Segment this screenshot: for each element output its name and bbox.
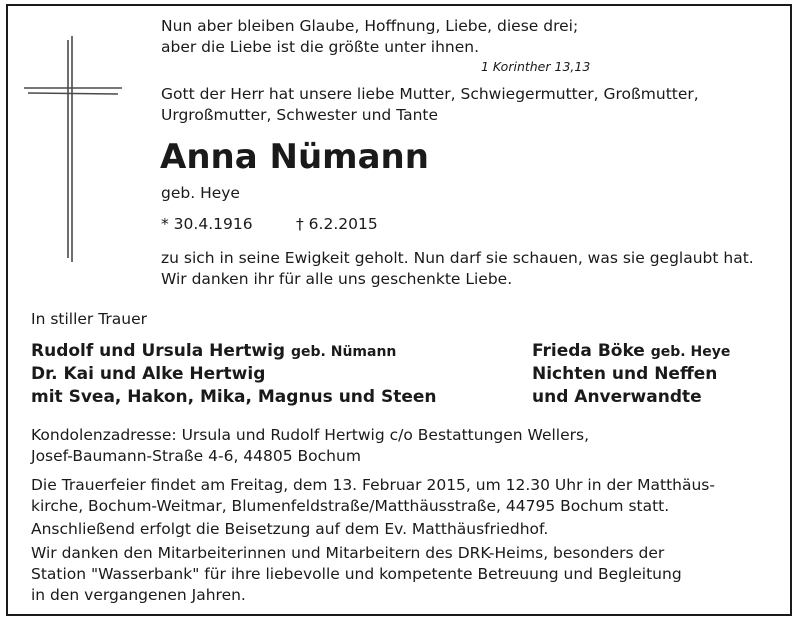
message-line-2: Wir danken ihr für alle uns geschenkte Liebe.: [161, 270, 513, 288]
funeral-line-2: kirche, Bochum-Weitmar, Blumenfeldstraße/Matthäusstraße, 44795 Bochum statt.: [31, 497, 670, 515]
mourner-left-3: mit Svea, Hakon, Mika, Magnus und Steen: [31, 387, 437, 407]
deceased-name: Anna Nümann: [160, 137, 429, 177]
mourning-label: In stiller Trauer: [31, 310, 148, 328]
thanks-line-3: in den vergangenen Jahren.: [31, 586, 246, 604]
verse-line-1: Nun aber bleiben Glaube, Hoffnung, Liebe, diese drei;: [161, 17, 579, 35]
intro-line-1: Gott der Herr hat unsere liebe Mutter, Schwiegermutter, Großmutter,: [161, 85, 699, 103]
birth-date: * 30.4.1916: [161, 215, 253, 233]
verse-reference: 1 Korinther 13,13: [481, 59, 591, 74]
mourner-left-2: Dr. Kai und Alke Hertwig: [31, 364, 266, 384]
message-line-1: zu sich in seine Ewigkeit geholt. Nun darf sie schauen, was sie geglaubt hat.: [161, 249, 754, 267]
death-date: † 6.2.2015: [296, 215, 378, 233]
mourner-left-1-name: Rudolf und Ursula Hertwig: [31, 341, 286, 361]
mourner-right-2: Nichten und Neffen: [532, 364, 718, 384]
thanks-line-1: Wir danken den Mitarbeiterinnen und Mitarbeitern des DRK-Heims, besonders der: [31, 544, 665, 562]
mourner-right-1: [532, 339, 730, 364]
funeral-line-3: Anschließend erfolgt die Beisetzung auf dem Ev. Matthäusfriedhof.: [31, 520, 549, 538]
maiden-name: geb. Heye: [161, 184, 240, 202]
mourner-left-1-suffix: geb. Nümann: [291, 344, 397, 360]
intro-line-2: Urgroßmutter, Schwester und Tante: [161, 106, 439, 124]
mourner-right-1-suffix: geb. Heye: [650, 344, 731, 360]
mourner-right-3: und Anverwandte: [532, 387, 702, 407]
verse-line-2: aber die Liebe ist die größte unter ihnen.: [161, 38, 480, 56]
mourner-left-1: [31, 339, 396, 364]
funeral-line-1: Die Trauerfeier findet am Freitag, dem 13. Februar 2015, um 12.30 Uhr in der Matthäus-: [31, 476, 715, 494]
mourner-right-1-name: Frieda Böke: [532, 341, 645, 361]
condolence-line-1: Kondolenzadresse: Ursula und Rudolf Hertwig c/o Bestattungen Wellers,: [31, 426, 590, 444]
thanks-line-2: Station "Wasserbank" für ihre liebevolle und kompetente Betreuung und Begleitung: [31, 565, 682, 583]
condolence-line-2: Josef-Baumann-Straße 4-6, 44805 Bochum: [31, 447, 361, 465]
